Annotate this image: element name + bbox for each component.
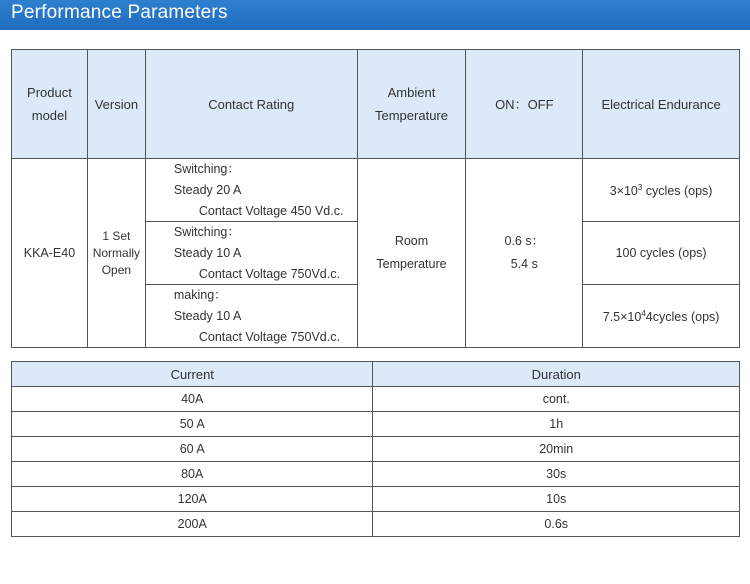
ambient-temperature-cell <box>357 159 466 348</box>
table-row <box>12 462 740 487</box>
current-cell: 120A <box>12 487 373 512</box>
table-row <box>12 159 740 222</box>
endurance-cell <box>583 159 740 222</box>
column-header-ambient-temperature <box>357 50 466 159</box>
endurance-exponent: 3 <box>637 182 643 192</box>
current-cell: 200A <box>12 512 373 537</box>
product-model-cell: KKA-E40 <box>12 159 88 348</box>
current-cell: 50 A <box>12 412 373 437</box>
column-header-product-model <box>12 50 88 159</box>
rating-voltage: Contact Voltage 750Vd.c. <box>198 267 340 281</box>
endurance-cell: 100 cycles (ops) <box>583 222 740 285</box>
column-header-on-off: ON：OFF <box>466 50 583 159</box>
version-cell <box>87 159 145 348</box>
current-cell: 60 A <box>12 437 373 462</box>
column-header-current: Current <box>12 362 373 387</box>
contact-rating-cell <box>145 222 357 285</box>
contact-rating-cell <box>145 285 357 348</box>
current-cell: 80A <box>12 462 373 487</box>
table-header-row <box>12 362 740 387</box>
endurance-text: 7.5×10 <box>602 309 642 324</box>
column-header-duration: Duration <box>373 362 740 387</box>
contact-rating-cell <box>145 159 357 222</box>
on-off-text: 0.6 s： <box>504 234 545 248</box>
rating-current: Steady 10 A <box>173 309 242 323</box>
ambient-text: Room <box>394 234 429 248</box>
endurance-text: 4cycles (ops) <box>645 309 720 324</box>
on-off-text: 5.4 s <box>510 257 538 271</box>
table-row <box>12 512 740 537</box>
duration-cell: 10s <box>373 487 740 512</box>
duration-cell: cont. <box>373 387 740 412</box>
endurance-text: 3×10 <box>609 183 638 198</box>
header-text: model <box>31 108 68 123</box>
column-header-contact-rating: Contact Rating <box>145 50 357 159</box>
duration-cell: 20min <box>373 437 740 462</box>
version-text: Normally <box>92 245 141 260</box>
on-off-cell <box>466 159 583 348</box>
duration-cell: 30s <box>373 462 740 487</box>
duration-cell: 0.6s <box>373 512 740 537</box>
table-row <box>12 387 740 412</box>
header-text: Temperature <box>375 108 448 123</box>
rating-mode: making： <box>173 288 227 302</box>
table-header-row <box>12 50 740 159</box>
rating-current: Steady 10 A <box>173 246 242 260</box>
table-row <box>12 437 740 462</box>
header-text: Product <box>27 85 72 100</box>
current-duration-table <box>11 361 740 537</box>
table-row <box>12 487 740 512</box>
table-row <box>12 412 740 437</box>
rating-voltage: Contact Voltage 450 Vd.c. <box>198 204 344 218</box>
column-header-version: Version <box>87 50 145 159</box>
endurance-exponent: 4 <box>641 308 646 318</box>
endurance-text: cycles (ops) <box>642 183 713 198</box>
version-text: 1 Set <box>102 228 131 243</box>
header-divider <box>0 29 750 30</box>
column-header-electrical-endurance: Electrical Endurance <box>583 50 740 159</box>
version-text: Open <box>101 262 132 277</box>
ambient-text: Temperature <box>376 257 447 271</box>
header-text: Ambient <box>387 85 436 100</box>
rating-mode: Switching： <box>173 225 240 239</box>
duration-cell: 1h <box>373 412 740 437</box>
rating-current: Steady 20 A <box>173 183 242 197</box>
rating-voltage: Contact Voltage 750Vd.c. <box>198 330 340 344</box>
page-title: Performance Parameters <box>11 2 228 23</box>
rating-mode: Switching： <box>173 162 240 176</box>
endurance-cell <box>583 285 740 348</box>
performance-parameters-table <box>11 49 740 348</box>
current-cell: 40A <box>12 387 373 412</box>
header-bar <box>0 0 750 29</box>
